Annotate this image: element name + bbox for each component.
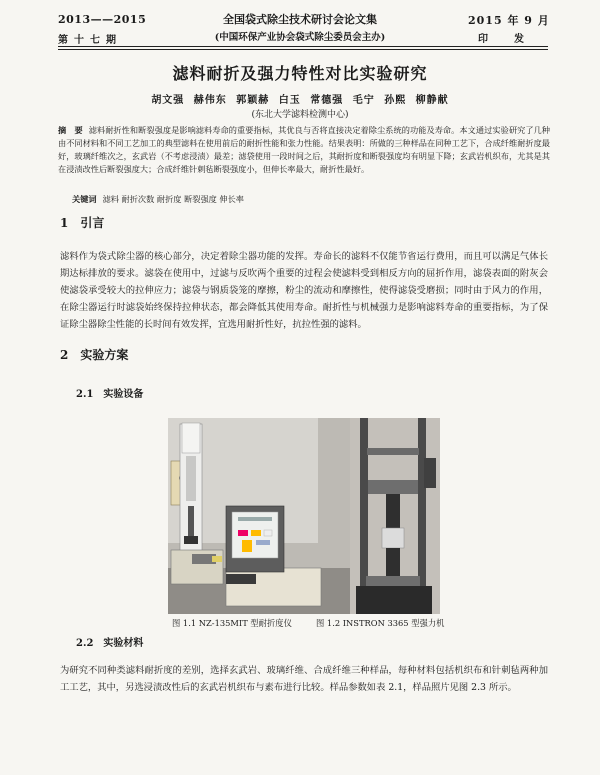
- header-print-label: 印发: [478, 34, 550, 45]
- section-2-2-paragraph: 为研究不同种类滤料耐折度的差别，选择玄武岩、玻璃纤维、合成纤维三种样品，每种材料包括机织布和针刺毡两种加工工艺，其中，另选浸渍改性后的玄武岩机织布与素布进行比较。样品参数如表 2.1，样品照片见图 2.3 所示。: [60, 665, 548, 693]
- equipment-photo: [168, 418, 440, 614]
- header-organizer: (中国环保产业协会袋式除尘委员会主办): [214, 32, 386, 43]
- paper-authors: 胡文强 赫伟东 郭颖赫 白玉 常德强 毛宁 孙熙 柳静献: [151, 95, 449, 106]
- section-2-heading: 2 实验方案: [60, 348, 129, 362]
- section-1-heading: 1 引言: [60, 216, 105, 230]
- figure-1-caption: 图 1.1 NZ-135MIT 型耐折度仪: [172, 618, 292, 628]
- tensile-strength-tester: [350, 418, 440, 614]
- paper-affiliation: (东北大学滤料检测中心): [251, 110, 349, 120]
- abstract-label: 摘 要: [58, 125, 83, 135]
- section-1-paragraph: 滤料作为袋式除尘器的核心部分，决定着除尘器功能的发挥。寿命长的滤料不仅能节省运行费用，而且可以满足气体长期达标排放的要求。滤袋在使用中，过滤与反吹两个重要的过程会使滤料受到相反方向的屈折作用，滤袋表面的附灰会使滤袋承受较大的拉伸应力；滤袋与钢质袋笼的摩擦，粉尘的流动和摩擦性，使得滤袋受磨损；同时由于风力的作用，在除尘器运行时滤袋始终保持拉伸状态，都会降低其使用寿命。耐折性与机械强力是影响滤料寿命的重要指标，为了保证除尘器除尘性能的长时间有效发挥，宜选用耐折性好，抗拉性强的滤料。: [60, 251, 548, 330]
- keywords: [72, 193, 550, 206]
- header-years: 2013——2015: [58, 13, 147, 26]
- paper-title: 滤料耐折及强力特性对比实验研究: [172, 64, 428, 83]
- keywords-text: 滤料 耐折次数 耐折度 断裂强度 伸长率: [102, 194, 244, 204]
- section-2-2-heading: 2.2 实验材料: [76, 638, 144, 649]
- abstract: [58, 124, 550, 176]
- abstract-text: 滤料耐折性和断裂强度是影响滤料寿命的重要指标，其优良与否将直接决定着除尘系统的功能及寿命。本文通过实验研究了几种由不同材料和不同工艺加工的典型滤料在使用前后的耐折性能和张力性能。结果表明：所做的三种样品在同种工艺下，合成纤维耐折度最好，玻璃纤维次之，玄武岩（不考虑浸渍）最差；滤袋使用一段时间之后，其耐折度和断裂强度均有明显下降；玄武岩机织布，尤其是其在浸渍改性后断裂强度大；合成纤维针刺毡断裂强度小，但伸长率最大，耐折性最好。: [58, 125, 550, 174]
- figure-2-caption: 图 1.2 INSTRON 3365 型强力机: [316, 618, 445, 628]
- header-date: 2015 年 9 月: [468, 14, 550, 27]
- header-rule-thin: [58, 49, 548, 50]
- section-2-1-heading: 2.1 实验设备: [76, 389, 144, 400]
- keywords-label: 关键词: [72, 194, 97, 204]
- header-issue: 第十七期: [58, 35, 122, 46]
- header-proceedings-title: 全国袋式除尘技术研讨会论文集: [223, 13, 377, 26]
- header-rule: [58, 46, 548, 47]
